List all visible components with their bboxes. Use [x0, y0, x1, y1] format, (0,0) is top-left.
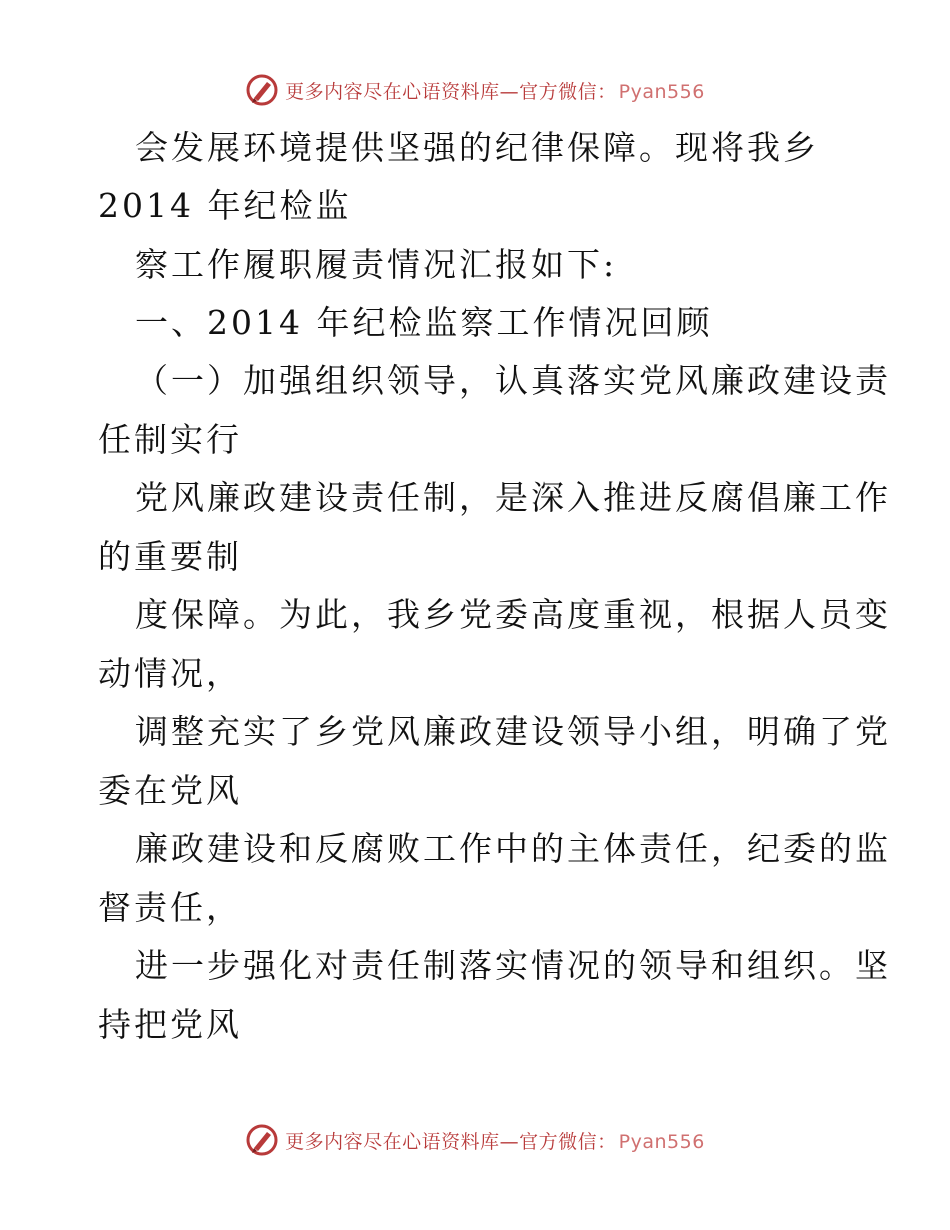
- text-line: 2014 年纪检监: [98, 186, 352, 225]
- text-line: 委在党风: [98, 771, 242, 810]
- text-line: 任制实行: [98, 420, 242, 459]
- watermark-wechat-id: Pyan556: [618, 80, 705, 103]
- footer-watermark: [0, 1120, 950, 1160]
- subsection-heading: （一）加强组织领导，认真落实党风廉政建设责: [135, 361, 891, 400]
- text-line: 动情况，: [98, 654, 242, 693]
- watermark-text: 更多内容尽在心语资料库—官方微信： Pyan556: [285, 1130, 705, 1153]
- watermark-text: 更多内容尽在心语资料库—官方微信： Pyan556: [285, 80, 705, 103]
- text-line: 察工作履职履责情况汇报如下:: [135, 245, 618, 284]
- text-line: 的重要制: [98, 537, 242, 576]
- text-line: 持把党风: [98, 1005, 242, 1044]
- text-line: 督责任，: [98, 888, 242, 927]
- pen-logo-icon: [245, 1123, 279, 1157]
- text-line: 会发展环境提供坚强的纪律保障。现将我乡: [135, 128, 819, 167]
- text-line: 度保障。为此，我乡党委高度重视，根据人员变: [135, 595, 891, 634]
- text-line: 廉政建设和反腐败工作中的主体责任，纪委的监: [135, 829, 891, 868]
- section-heading: 一、2014 年纪检监察工作情况回顾: [135, 303, 713, 342]
- text-line: 党风廉政建设责任制，是深入推进反腐倡廉工作: [135, 478, 891, 517]
- text-line: 进一步强化对责任制落实情况的领导和组织。坚: [135, 946, 891, 985]
- text-line: 调整充实了乡党风廉政建设领导小组，明确了党: [135, 712, 891, 751]
- watermark-wechat-id: Pyan556: [618, 1130, 705, 1153]
